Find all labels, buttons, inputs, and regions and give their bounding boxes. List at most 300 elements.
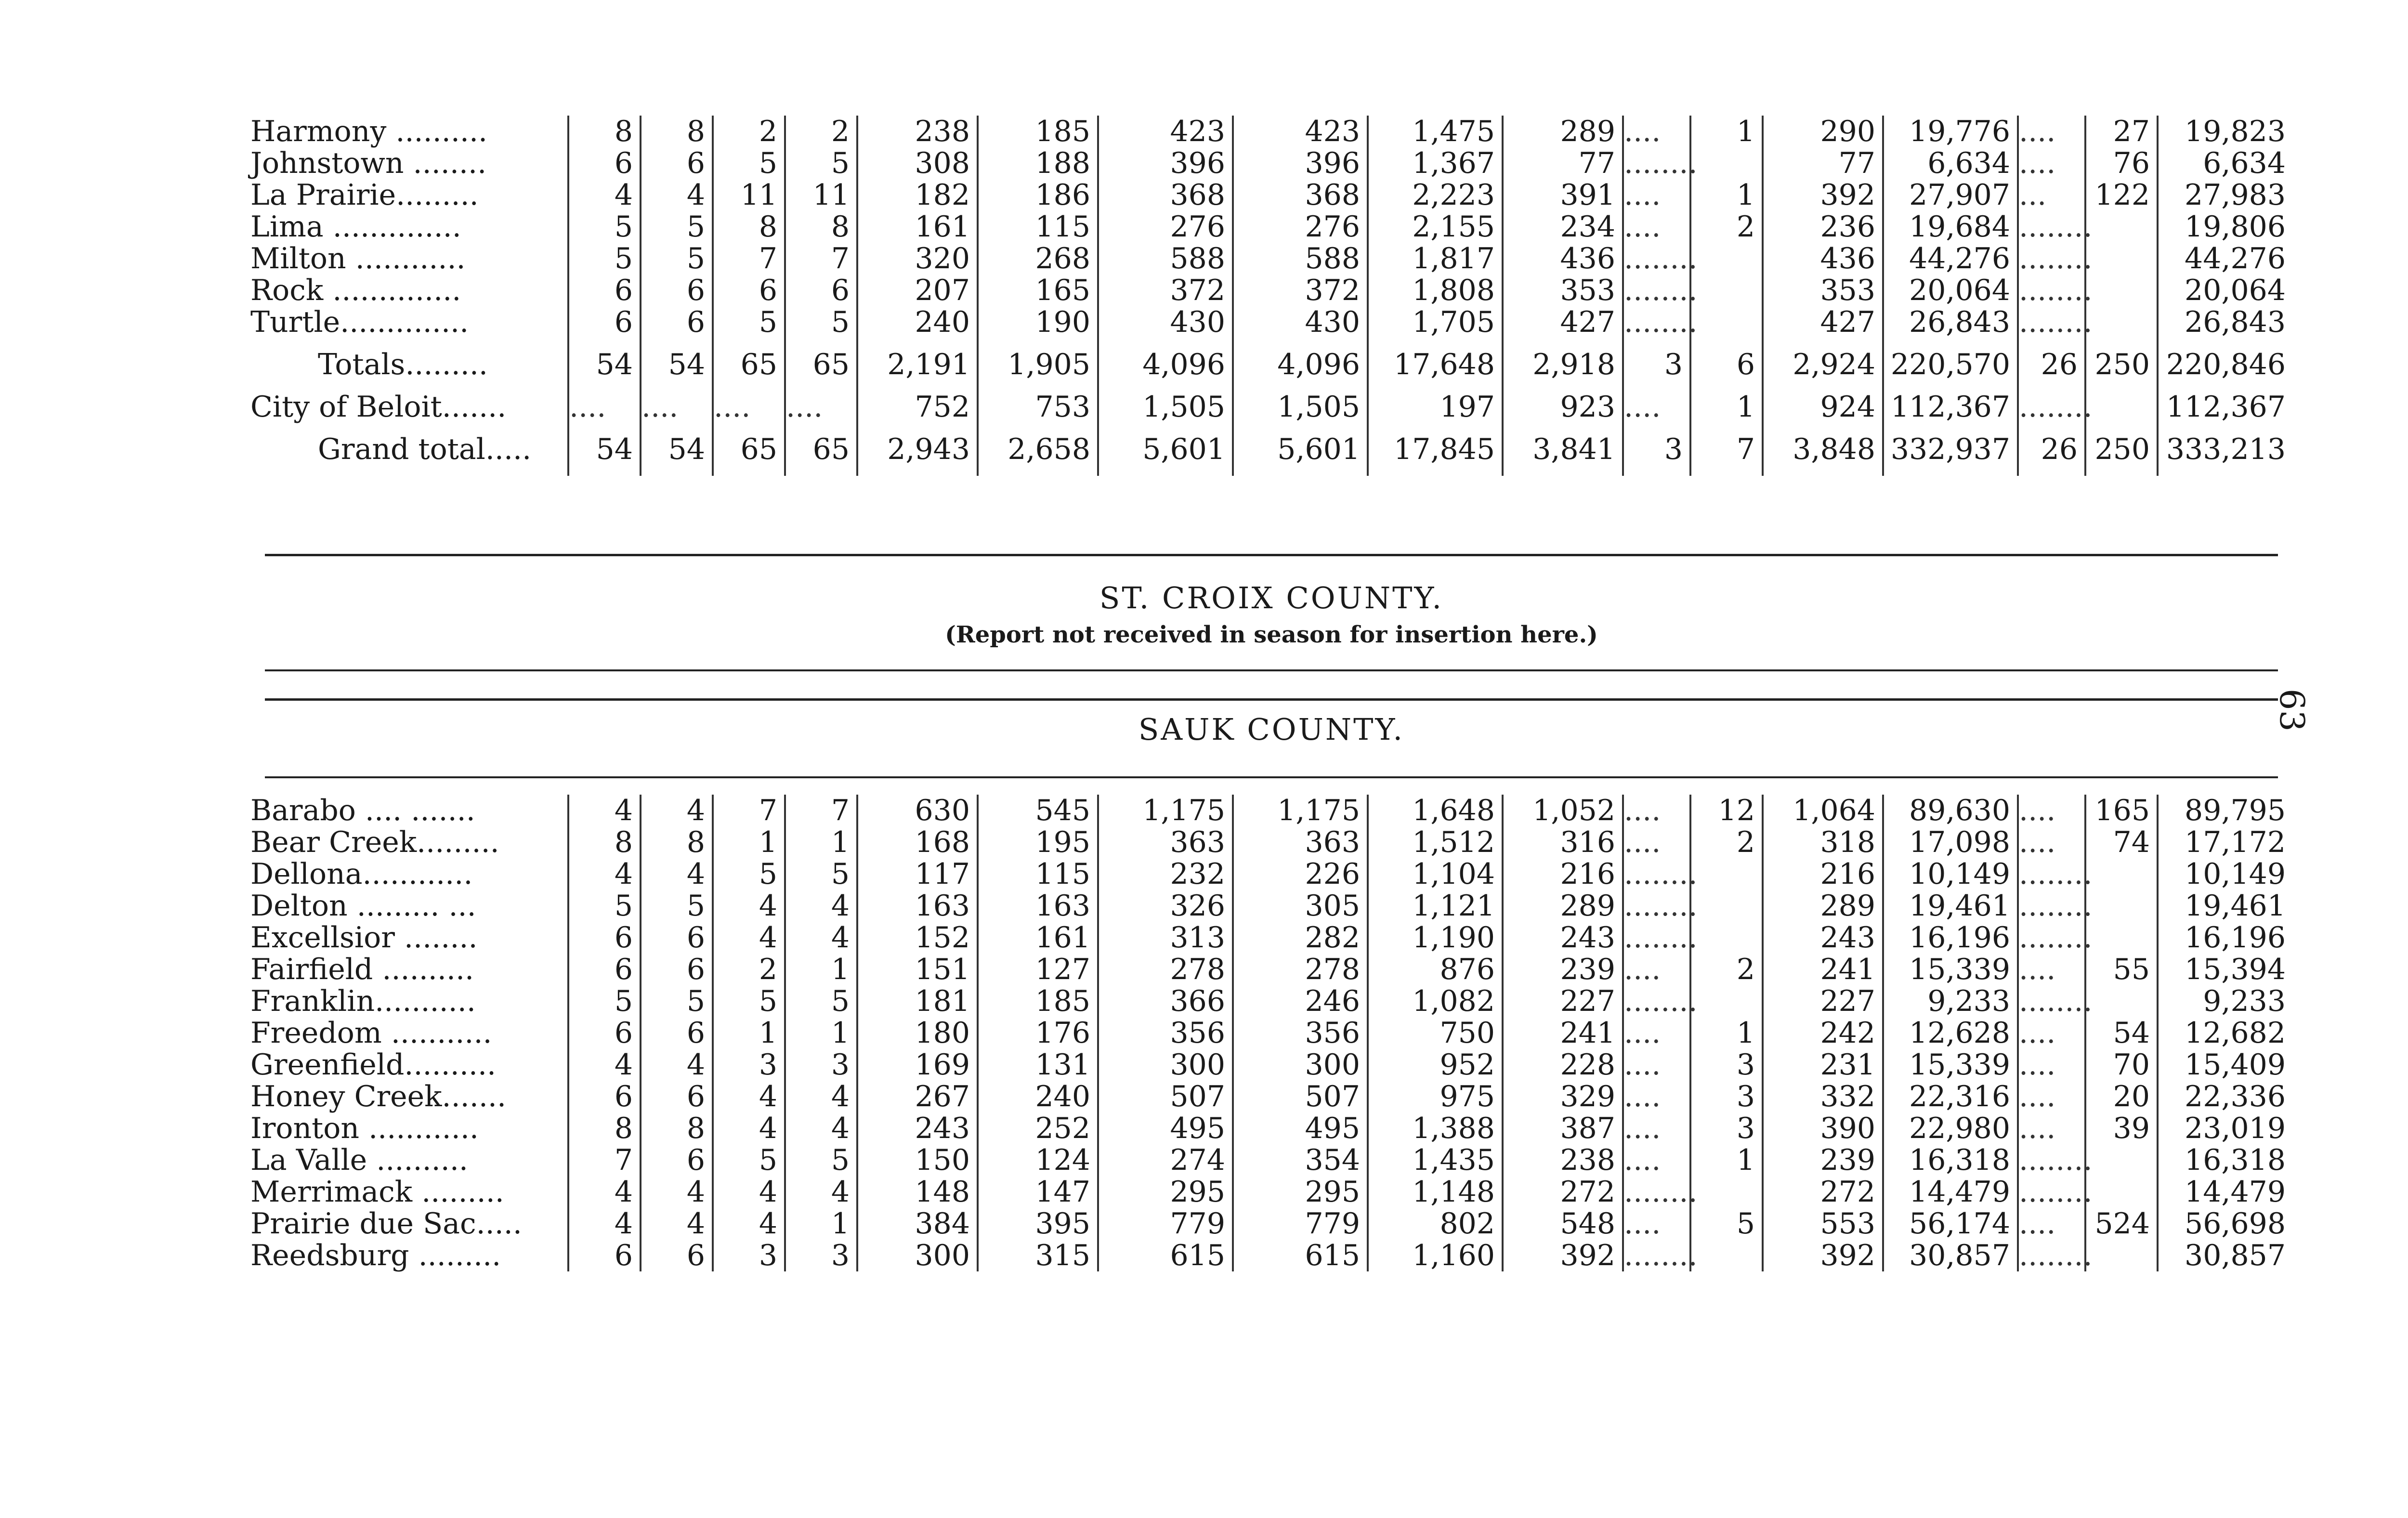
table-cell: .... [1623,1144,1690,1176]
table-cell: 7 [713,795,785,826]
table-row [250,1049,2292,1081]
table-cell: 392 [1763,1240,1883,1271]
table-cell: 5 [713,147,785,179]
table-cell: 6 [641,1017,713,1049]
table-cell: 2,191 [857,338,978,391]
st-croix-heading: ST. CROIX COUNTY. [1099,580,1444,615]
table-cell: 1 [1690,1144,1763,1176]
table-cell: 190 [978,306,1098,338]
table-cell: 12 [1690,795,1763,826]
table-cell: ........ [1624,146,1698,180]
table-cell: 27,907 [1883,179,2018,211]
table-cell: 3 [785,1049,857,1081]
table-cell: 4 [785,1112,857,1144]
table-cell: 5 [713,858,785,890]
table-cell: 12,682 [2158,1017,2292,1049]
table-cell: 363 [1098,826,1233,858]
table-cell: 545 [978,795,1098,826]
table-cell: 427 [1763,306,1883,338]
table-cell: 4 [713,1112,785,1144]
table-cell: .... [1623,1208,1690,1240]
table-cell: 182 [857,179,978,211]
table-cell: 8 [568,1112,641,1144]
table-cell: 308 [857,147,978,179]
table-cell: 384 [857,1208,978,1240]
table-cell: .... [2018,116,2085,147]
table-cell: 89,795 [2158,795,2292,826]
table-cell: 2 [785,116,857,147]
table-cell: 6 [568,1081,641,1112]
table-cell: 5 [568,985,641,1017]
table-cell: 5 [785,147,857,179]
table-cell: .... [2018,1017,2085,1049]
table-cell: 372 [1098,275,1233,306]
table-cell: 5 [641,985,713,1017]
table-cell: 588 [1233,243,1368,275]
table-cell: 5 [713,306,785,338]
table-cell: 197 [1368,391,1503,423]
table-cell: .... [1623,954,1690,985]
table-cell: 2,924 [1763,338,1883,391]
table-cell: 5 [713,1144,785,1176]
table-cell [1690,858,1763,890]
table-cell: 524 [2085,1208,2158,1240]
table-cell: 876 [1368,954,1503,985]
table-cell: 207 [857,275,978,306]
table-cell: 4 [568,858,641,890]
table-cell: .... [568,391,641,423]
table-cell: 329 [1503,1081,1623,1112]
table-cell: 89,630 [1883,795,2018,826]
table-cell: 495 [1098,1112,1233,1144]
table-cell: 289 [1503,890,1623,922]
table-cell: 227 [1763,985,1883,1017]
table-cell: ........ [1624,889,1698,923]
row-label: Greenfield.......... [250,1048,497,1082]
table-cell: 282 [1233,922,1368,954]
table-cell: 1 [713,826,785,858]
table-cell: ........ [2019,274,2093,307]
table-cell: 7 [713,243,785,275]
table-cell: 165 [978,275,1098,306]
table-cell: ........ [2019,1143,2093,1177]
table-cell: 150 [857,1144,978,1176]
row-label: Ironton ............ [250,1112,479,1145]
table-cell: 1,052 [1503,795,1623,826]
table-cell: 2 [713,116,785,147]
table-row [250,391,2292,423]
table-cell: 26 [2018,423,2085,476]
table-cell: ........ [2019,305,2093,339]
table-cell: 195 [978,826,1098,858]
table-cell: .... [2018,795,2085,826]
table-cell: .... [2018,1112,2085,1144]
table-cell: 276 [1233,211,1368,243]
table-cell: 241 [1763,954,1883,985]
table-cell: 14,479 [2158,1176,2292,1208]
table-cell [2085,922,2158,954]
table-cell: 276 [1098,211,1233,243]
table-cell [1690,306,1763,338]
table-cell: 16,318 [1883,1144,2018,1176]
table-row [250,985,2292,1017]
table-cell: 548 [1503,1208,1623,1240]
table-row [250,423,2292,476]
table-cell: 8 [641,116,713,147]
table-cell: 1,512 [1368,826,1503,858]
table-cell: 2,223 [1368,179,1503,211]
table-row [250,954,2292,985]
table-cell: 234 [1503,211,1623,243]
table-cell: 216 [1503,858,1623,890]
table-cell: 6 [641,1240,713,1271]
table-cell: 1,388 [1368,1112,1503,1144]
table-cell: 4 [568,179,641,211]
table-cell [2085,1176,2158,1208]
table-cell: 242 [1763,1017,1883,1049]
table-cell: 2,918 [1503,338,1623,391]
table-cell: 4 [785,1176,857,1208]
table-cell: 274 [1098,1144,1233,1176]
table-cell: 7 [1690,423,1763,476]
table-cell: ........ [1624,305,1698,339]
table-cell: 115 [978,211,1098,243]
table-cell: 923 [1503,391,1623,423]
table-cell: 30,857 [1883,1240,2018,1271]
table-cell: 387 [1503,1112,1623,1144]
table-cell: 4 [785,1081,857,1112]
table-cell: 65 [785,338,857,391]
table-cell: 6 [568,1240,641,1271]
table-cell: 65 [713,338,785,391]
table-cell: .... [1623,795,1690,826]
table-cell: 4 [713,1208,785,1240]
table-cell: 354 [1233,1144,1368,1176]
table-cell: 1,808 [1368,275,1503,306]
table-cell: 1,505 [1098,391,1233,423]
table-cell: 74 [2085,826,2158,858]
table-cell: .... [2018,954,2085,985]
table-cell [1690,275,1763,306]
table-cell: 17,648 [1368,338,1503,391]
table-cell [1690,1240,1763,1271]
section-rule [265,554,2278,556]
table-cell: 232 [1098,858,1233,890]
table-cell: ........ [1624,242,1698,275]
row-label: La Valle .......... [250,1143,468,1177]
table-cell: 227 [1503,985,1623,1017]
table-cell: 5 [568,890,641,922]
table-cell [1690,985,1763,1017]
table-cell: 15,339 [1883,954,2018,985]
table-cell: 54 [641,338,713,391]
table-cell: 4 [785,890,857,922]
table-cell: 127 [978,954,1098,985]
table-cell: 4 [568,1208,641,1240]
table-cell: 3,848 [1763,423,1883,476]
table-cell: ........ [2019,889,2093,923]
table-row [250,306,2292,338]
table-cell: 1,435 [1368,1144,1503,1176]
table-cell: 313 [1098,922,1233,954]
row-label: Freedom ........... [250,1016,492,1050]
table-cell: .... [785,391,857,423]
table-row [250,1208,2292,1240]
row-label: Prairie due Sac..... [250,1207,522,1241]
table-cell: 6 [785,275,857,306]
table-cell: 1,817 [1368,243,1503,275]
table-cell: 39 [2085,1112,2158,1144]
table-cell: 26,843 [1883,306,2018,338]
table-cell: 17,172 [2158,826,2292,858]
table-cell: 15,409 [2158,1049,2292,1081]
table-cell: 353 [1503,275,1623,306]
table-cell: 30,857 [2158,1240,2292,1271]
table-cell: 181 [857,985,978,1017]
table-cell: 226 [1233,858,1368,890]
table-cell: 295 [1098,1176,1233,1208]
table-cell: 391 [1503,179,1623,211]
table-cell: 5 [641,211,713,243]
table-cell: 278 [1233,954,1368,985]
table-cell: 272 [1763,1176,1883,1208]
table-cell: 6 [568,954,641,985]
table-cell: 4 [641,795,713,826]
table-cell: 3 [713,1240,785,1271]
rock-county-table [250,116,2292,476]
table-cell: 5,601 [1098,423,1233,476]
table-cell: 318 [1763,826,1883,858]
table-cell: 436 [1763,243,1883,275]
table-cell [2085,890,2158,922]
table-cell: 252 [978,1112,1098,1144]
table-cell: 615 [1233,1240,1368,1271]
table-cell: 5 [568,211,641,243]
table-cell: 395 [978,1208,1098,1240]
table-cell: 19,461 [2158,890,2292,922]
table-cell: 168 [857,826,978,858]
table-cell: 16,196 [1883,922,2018,954]
table-cell: 1,190 [1368,922,1503,954]
table-cell: 6,634 [1883,147,2018,179]
table-cell: 239 [1763,1144,1883,1176]
table-cell: 152 [857,922,978,954]
table-cell: 290 [1763,116,1883,147]
table-cell: 161 [857,211,978,243]
table-cell: ........ [2019,242,2093,275]
table-cell: .... [1623,391,1690,423]
table-cell: 5 [785,858,857,890]
table-cell: 10,149 [1883,858,2018,890]
row-label: City of Beloit....... [250,390,507,424]
table-cell: 77 [1503,147,1623,179]
table-cell: 243 [857,1112,978,1144]
table-cell: 10,149 [2158,858,2292,890]
table-cell: 6 [1690,338,1763,391]
table-cell: 250 [2085,338,2158,391]
table-cell [2085,1240,2158,1271]
table-cell: 8 [785,211,857,243]
table-cell: 250 [2085,423,2158,476]
table-cell: 6 [568,922,641,954]
table-cell: 4 [713,1176,785,1208]
table-cell: 430 [1098,306,1233,338]
table-cell: 4 [713,1081,785,1112]
table-cell: 1,148 [1368,1176,1503,1208]
table-cell: 6 [713,275,785,306]
sauk-heading: SAUK COUNTY. [1138,712,1405,747]
row-label: Harmony .......... [250,115,488,148]
table-cell: 2 [1690,211,1763,243]
table-cell: ........ [2019,210,2093,244]
table-cell: 8 [568,826,641,858]
table-cell: 7 [785,243,857,275]
table-cell: 185 [978,985,1098,1017]
table-cell: .... [2018,826,2085,858]
table-cell: 1,705 [1368,306,1503,338]
table-cell: 240 [978,1081,1098,1112]
table-cell: 396 [1233,147,1368,179]
table-cell [2085,243,2158,275]
table-cell: 300 [1098,1049,1233,1081]
row-label: Delton ......... ... [250,889,476,923]
table-cell: 1,121 [1368,890,1503,922]
table-cell: 1,082 [1368,985,1503,1017]
table-cell: .... [713,391,785,423]
table-cell: 1,064 [1763,795,1883,826]
table-cell: 278 [1098,954,1233,985]
table-cell: 315 [978,1240,1098,1271]
table-cell: 15,339 [1883,1049,2018,1081]
table-cell: 6 [641,1144,713,1176]
table-cell: 117 [857,858,978,890]
table-cell: 802 [1368,1208,1503,1240]
row-label: Turtle.............. [250,305,469,339]
table-cell: 3,841 [1503,423,1623,476]
table-cell: 8 [641,1112,713,1144]
table-cell: 1 [1690,179,1763,211]
table-cell [1690,922,1763,954]
row-label: Merrimack ......... [250,1175,504,1209]
table-cell: 20,064 [1883,275,2018,306]
table-cell: 1,104 [1368,858,1503,890]
table-cell: 77 [1763,147,1883,179]
table-cell: 779 [1098,1208,1233,1240]
table-cell: 1,367 [1368,147,1503,179]
table-cell [2085,306,2158,338]
table-cell: 76 [2085,147,2158,179]
table-cell: 8 [568,116,641,147]
table-cell: 4,096 [1098,338,1233,391]
table-cell: 1 [785,826,857,858]
table-cell: 423 [1098,116,1233,147]
table-cell: 1 [785,1208,857,1240]
table-cell: 3 [1690,1112,1763,1144]
table-cell: 353 [1763,275,1883,306]
table-cell: 1,905 [978,338,1098,391]
table-cell: 44,276 [2158,243,2292,275]
table-row [250,1081,2292,1112]
table-cell: 6 [641,1081,713,1112]
table-cell: 147 [978,1176,1098,1208]
table-row [250,243,2292,275]
table-cell: 6 [568,306,641,338]
table-cell: 6 [641,147,713,179]
table-cell: 392 [1763,179,1883,211]
table-row [250,890,2292,922]
table-cell [2085,211,2158,243]
table-cell: 19,461 [1883,890,2018,922]
table-cell: 4 [641,179,713,211]
table-cell: ........ [2019,857,2093,891]
table-cell: 54 [568,423,641,476]
table-cell: 4 [785,922,857,954]
table-cell: 332,937 [1883,423,2018,476]
row-label: Barabo .... ....... [250,794,475,827]
table-cell: 289 [1763,890,1883,922]
page-number: 63 [2272,689,2312,732]
table-cell: 752 [857,391,978,423]
table-cell: ........ [1624,857,1698,891]
table-cell: 356 [1098,1017,1233,1049]
table-cell: 8 [641,826,713,858]
table-cell: 6 [568,275,641,306]
table-cell: 779 [1233,1208,1368,1240]
table-cell: 231 [1763,1049,1883,1081]
table-cell: 272 [1503,1176,1623,1208]
table-row [250,116,2292,147]
table-cell: .... [1623,826,1690,858]
section-rule [265,776,2278,778]
table-cell: 952 [1368,1049,1503,1081]
table-cell: 228 [1503,1049,1623,1081]
table-cell: ........ [1624,274,1698,307]
table-cell: 2 [1690,954,1763,985]
table-cell: 6 [568,147,641,179]
table-cell: 8 [713,211,785,243]
table-cell: 396 [1098,147,1233,179]
table-cell: 1,160 [1368,1240,1503,1271]
table-cell: 1 [713,1017,785,1049]
table-cell: 188 [978,147,1098,179]
row-label: Franklin........... [250,984,476,1018]
table-cell: ........ [2019,921,2093,955]
table-cell: 2,658 [978,423,1098,476]
table-cell: 5 [785,985,857,1017]
table-cell [2085,985,2158,1017]
table-cell: 1,175 [1233,795,1368,826]
table-cell: 363 [1233,826,1368,858]
table-cell: 4 [568,795,641,826]
table-cell: 5,601 [1233,423,1368,476]
table-cell: 161 [978,922,1098,954]
table-cell: .... [2018,147,2085,179]
table-cell: 4 [641,1208,713,1240]
table-cell: .... [2018,1049,2085,1081]
table-cell: 124 [978,1144,1098,1176]
table-cell: 115 [978,858,1098,890]
row-label: Honey Creek....... [250,1080,507,1113]
table-cell: 236 [1763,211,1883,243]
table-cell: 1 [1690,391,1763,423]
table-cell: .... [1623,1081,1690,1112]
table-cell: 300 [857,1240,978,1271]
table-cell: 1 [1690,116,1763,147]
table-cell: 185 [978,116,1098,147]
table-cell: 55 [2085,954,2158,985]
sauk-county-table [250,795,2292,1271]
table-cell: 148 [857,1176,978,1208]
